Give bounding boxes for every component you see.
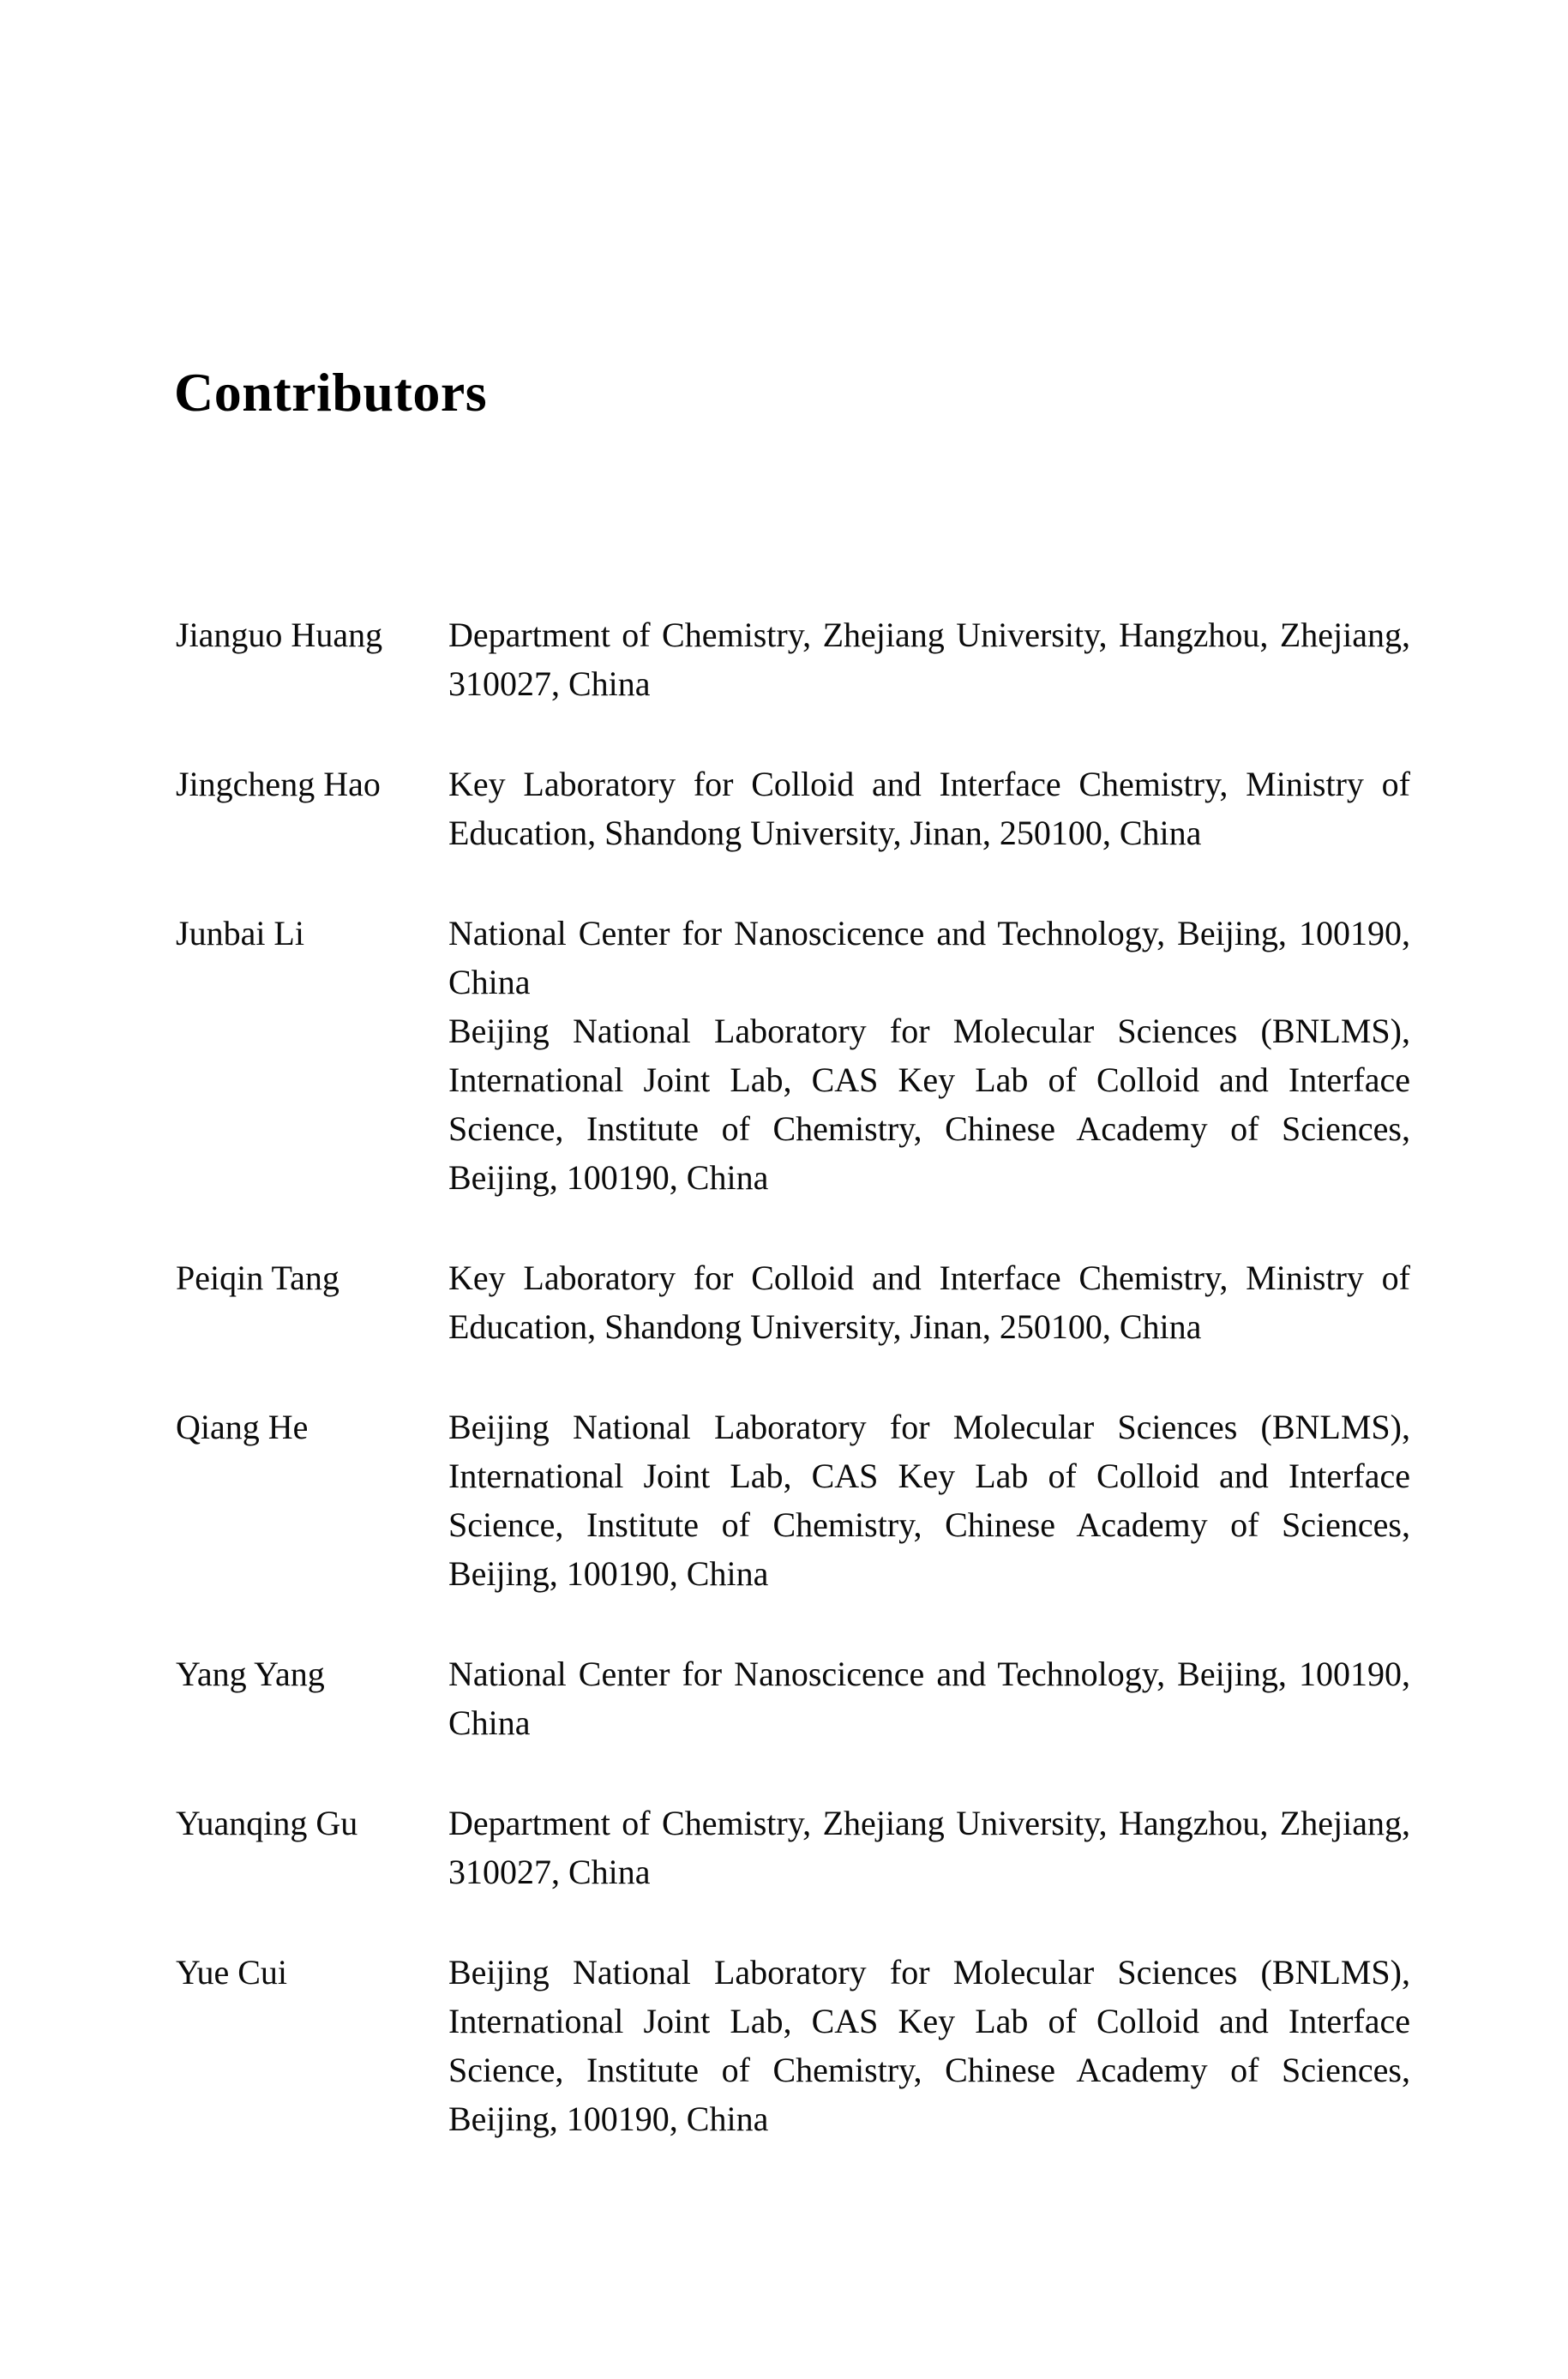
contributor-affiliation <box>448 1253 1410 1351</box>
affiliation-paragraph: Key Laboratory for Colloid and Interface Chemistry, Ministry of Education, Shandong University, Jinan, 250100, China <box>448 765 1410 852</box>
contributor-name: Peiqin Tang <box>176 1259 339 1297</box>
contributor-name: Qiang He <box>176 1408 309 1446</box>
affiliation-paragraph: Beijing National Laboratory for Molecular Sciences (BNLMS), International Joint Lab, CAS Key Lab of Colloid and Interface Science, Institute of Chemistry, Chinese Academy of Sciences, Beijing, 100190, China <box>448 1012 1410 1197</box>
contributors-list <box>176 610 1410 2195</box>
page-title: Contributors <box>174 361 488 423</box>
affiliation-paragraph: National Center for Nanoscicence and Technology, Beijing, 100190, China <box>448 914 1410 1001</box>
contributor-affiliation <box>448 1948 1410 2143</box>
contributor-name: Yang Yang <box>176 1655 325 1693</box>
contributor-name: Yue Cui <box>176 1953 287 1992</box>
contributor-affiliation <box>448 909 1410 1202</box>
contributor-row <box>176 1948 1410 2143</box>
affiliation-paragraph: Beijing National Laboratory for Molecular Sciences (BNLMS), International Joint Lab, CAS Key Lab of Colloid and Interface Science, Institute of Chemistry, Chinese Academy of Sciences, Beijing, 100190, China <box>448 1953 1410 2138</box>
affiliation-paragraph: Beijing National Laboratory for Molecular Sciences (BNLMS), International Joint Lab, CAS Key Lab of Colloid and Interface Science, Institute of Chemistry, Chinese Academy of Sciences, Beijing, 100190, China <box>448 1408 1410 1593</box>
contributor-row <box>176 1649 1410 1747</box>
contributor-row <box>176 1799 1410 1896</box>
contributor-affiliation <box>448 760 1410 857</box>
contributor-affiliation <box>448 1649 1410 1747</box>
affiliation-paragraph: Department of Chemistry, Zhejiang University, Hangzhou, Zhejiang, 310027, China <box>448 1804 1410 1891</box>
contributor-affiliation <box>448 1799 1410 1896</box>
contributor-row <box>176 909 1410 1202</box>
contributor-affiliation <box>448 610 1410 708</box>
affiliation-paragraph: National Center for Nanoscicence and Technology, Beijing, 100190, China <box>448 1655 1410 1742</box>
contributor-name: Junbai Li <box>176 914 304 952</box>
contributor-row <box>176 1253 1410 1351</box>
contributor-name: Yuanqing Gu <box>176 1804 358 1842</box>
contributor-affiliation <box>448 1403 1410 1598</box>
contributor-row <box>176 1403 1410 1598</box>
contributor-row <box>176 610 1410 708</box>
affiliation-paragraph: Department of Chemistry, Zhejiang University, Hangzhou, Zhejiang, 310027, China <box>448 616 1410 703</box>
contributor-row <box>176 760 1410 857</box>
contributor-name: Jianguo Huang <box>176 616 383 654</box>
contributor-name: Jingcheng Hao <box>176 765 381 803</box>
affiliation-paragraph: Key Laboratory for Colloid and Interface Chemistry, Ministry of Education, Shandong University, Jinan, 250100, China <box>448 1259 1410 1346</box>
